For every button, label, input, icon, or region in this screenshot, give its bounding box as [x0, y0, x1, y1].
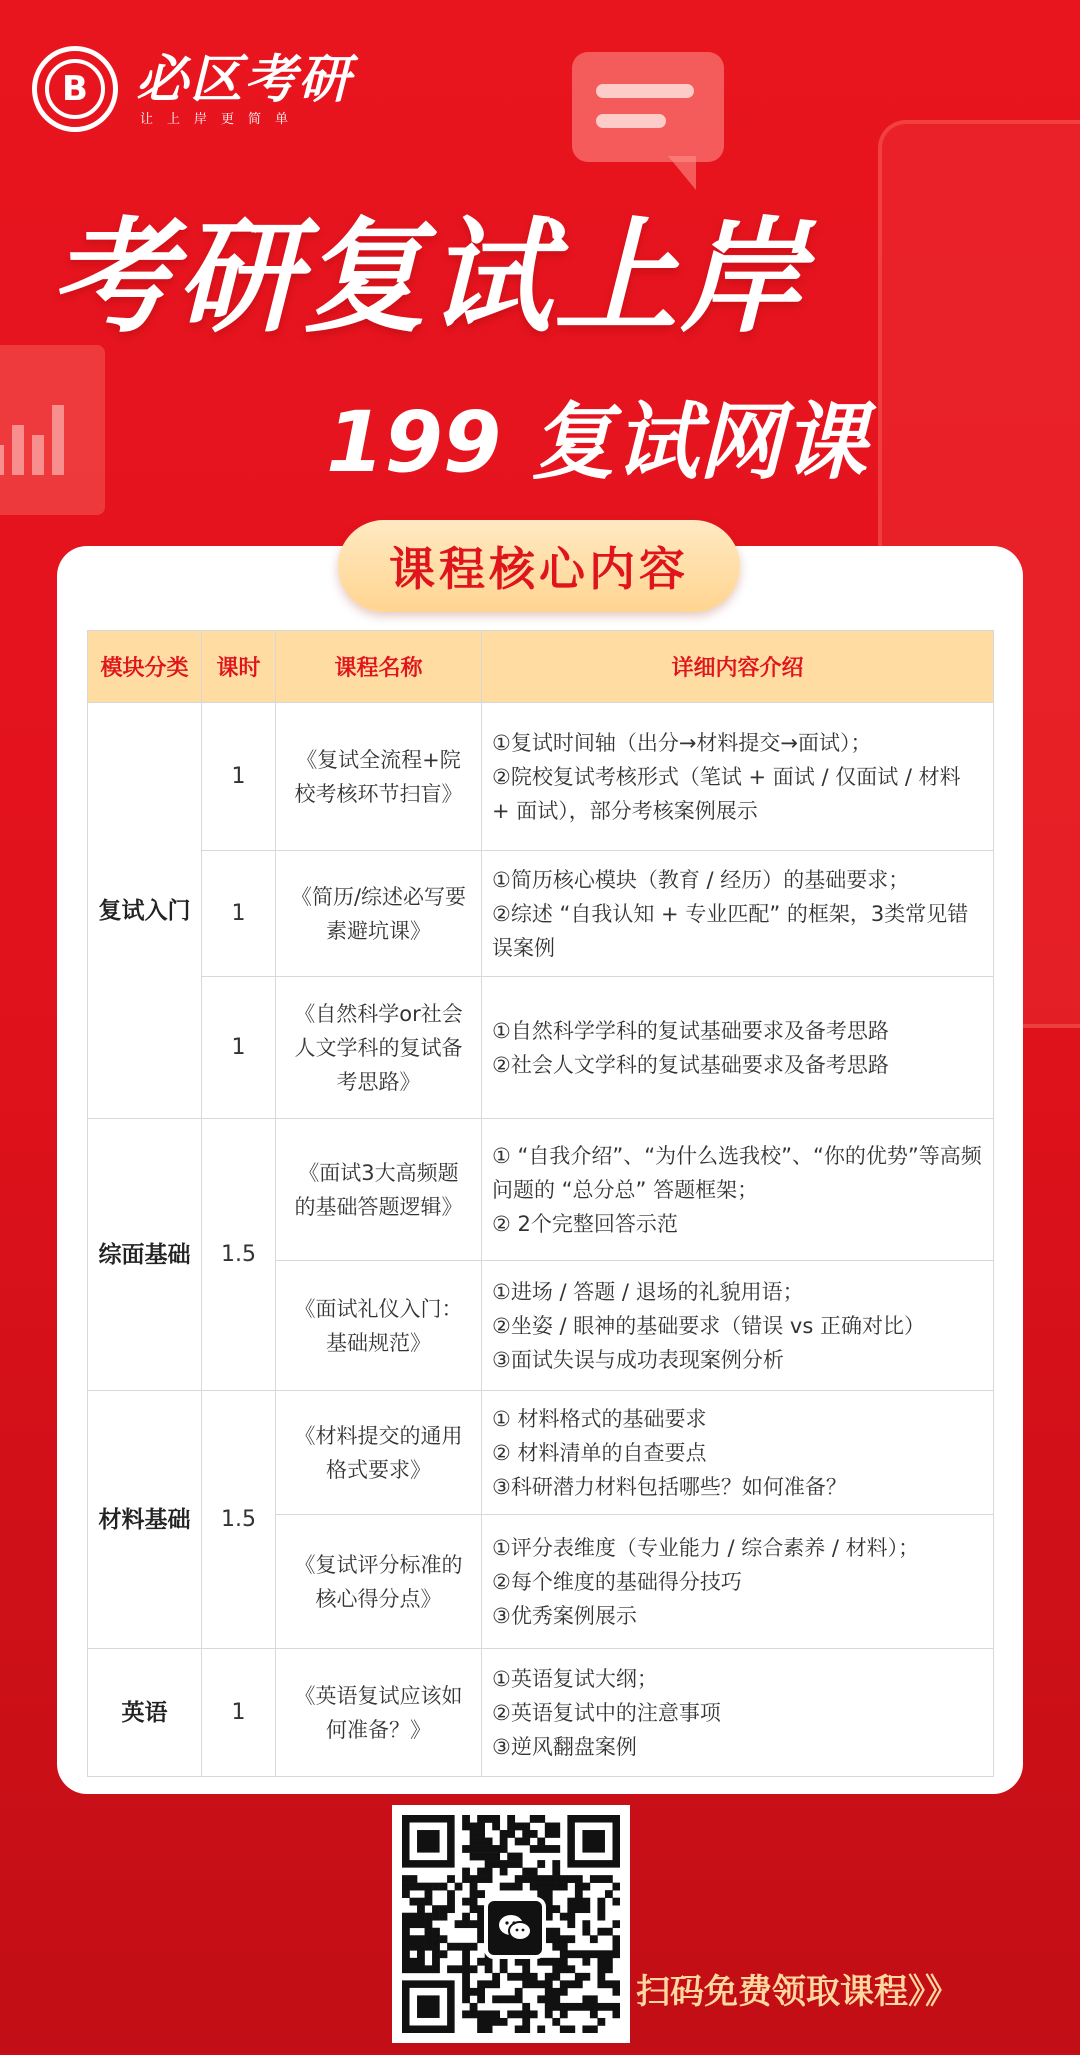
- brand-name: 必区考研: [136, 50, 353, 110]
- details-cell: [482, 1261, 994, 1391]
- module-cell: 材料基础: [88, 1391, 202, 1649]
- detail-line: ①英语复试大纲；: [492, 1666, 658, 1691]
- table-row: [88, 977, 994, 1119]
- hours-cell: 1: [202, 851, 276, 977]
- detail-line: ② 材料清单的自查要点: [492, 1440, 707, 1465]
- decorative-line: [596, 84, 694, 98]
- details-cell: [482, 703, 994, 851]
- chat-bubble-icon: [572, 52, 724, 162]
- wechat-icon: [484, 1897, 546, 1959]
- detail-line: ①简历核心模块（教育 / 经历）的基础要求；: [492, 867, 910, 892]
- course-name-cell: 《复试全流程+院校考核环节扫盲》: [276, 703, 482, 851]
- subheadline: 199 复试网课: [326, 393, 867, 491]
- detail-line: ②坐姿 / 眼神的基础要求（错误 vs 正确对比）: [492, 1313, 925, 1338]
- table-row: [88, 703, 994, 851]
- course-name-cell: 《材料提交的通用格式要求》: [276, 1391, 482, 1515]
- detail-line: ②每个维度的基础得分技巧: [492, 1569, 742, 1594]
- detail-line: ③面试失误与成功表现案例分析: [492, 1347, 784, 1372]
- table-row: [88, 1649, 994, 1777]
- course-name-cell: 《简历/综述必写要素避坑课》: [276, 851, 482, 977]
- detail-line: ②英语复试中的注意事项: [492, 1700, 721, 1725]
- detail-line: ①进场 / 答题 / 退场的礼貌用语；: [492, 1279, 804, 1304]
- brand-logo-letter: B: [45, 59, 105, 119]
- course-name-cell: 《自然科学or社会人文学科的复试备考思路》: [276, 977, 482, 1119]
- course-name-cell: 《英语复试应该如何准备？》: [276, 1649, 482, 1777]
- brand-logo: [32, 46, 118, 132]
- module-cell: 英语: [88, 1649, 202, 1777]
- details-cell: [482, 1391, 994, 1515]
- brand-slogan: 让上岸更简单: [140, 112, 303, 127]
- hours-cell: 1: [202, 703, 276, 851]
- course-name-cell: 《复试评分标准的核心得分点》: [276, 1515, 482, 1649]
- detail-line: ②院校复试考核形式（笔试 + 面试 / 仅面试 / 材料 + 面试），部分考核案例展示: [492, 764, 961, 823]
- qr-code-icon[interactable]: [392, 1805, 630, 2043]
- detail-line: ①复试时间轴（出分→材料提交→面试）；: [492, 730, 872, 755]
- cta-text[interactable]: 扫码免费领取课程》》: [636, 1972, 959, 2012]
- details-cell: [482, 1515, 994, 1649]
- table-header-row: [88, 631, 994, 703]
- hours-cell: 1: [202, 1649, 276, 1777]
- header-course-name: 课程名称: [276, 631, 482, 703]
- detail-line: ③逆风翻盘案例: [492, 1734, 637, 1759]
- details-cell: [482, 1119, 994, 1261]
- detail-line: ① “自我介绍”、“为什么选我校”、“你的优势”等高频问题的 “总分总” 答题框架；: [492, 1143, 982, 1202]
- detail-line: ①评分表维度（专业能力 / 综合素养 / 材料）；: [492, 1535, 920, 1560]
- details-cell: [482, 977, 994, 1119]
- detail-line: ③优秀案例展示: [492, 1603, 637, 1628]
- table-row: [88, 1391, 994, 1515]
- detail-line: ②综述 “自我认知 + 专业匹配” 的框架，3类常见错误案例: [492, 901, 969, 960]
- detail-line: ② 2个完整回答示范: [492, 1211, 678, 1236]
- hours-cell: 1.5: [202, 1119, 276, 1391]
- section-title: 课程核心内容: [338, 520, 740, 612]
- header-details: 详细内容介绍: [482, 631, 994, 703]
- header-module: 模块分类: [88, 631, 202, 703]
- table-row: [88, 1119, 994, 1261]
- detail-line: ②社会人文学科的复试基础要求及备考思路: [492, 1052, 889, 1077]
- module-cell: 复试入门: [88, 703, 202, 1119]
- headline: 考研复试上岸: [50, 206, 807, 350]
- course-name-cell: 《面试礼仪入门：基础规范》: [276, 1261, 482, 1391]
- details-cell: [482, 1649, 994, 1777]
- detail-line: ①自然科学学科的复试基础要求及备考思路: [492, 1018, 889, 1043]
- detail-line: ③科研潜力材料包括哪些？如何准备？: [492, 1474, 847, 1499]
- detail-line: ① 材料格式的基础要求: [492, 1406, 707, 1431]
- details-cell: [482, 851, 994, 977]
- module-cell: 综面基础: [88, 1119, 202, 1391]
- hours-cell: 1.5: [202, 1391, 276, 1649]
- course-table: [87, 630, 994, 1777]
- decorative-line: [596, 114, 666, 128]
- table-row: [88, 851, 994, 977]
- bar-chart-icon: [0, 345, 105, 515]
- header-hours: 课时: [202, 631, 276, 703]
- hours-cell: 1: [202, 977, 276, 1119]
- course-name-cell: 《面试3大高频题的基础答题逻辑》: [276, 1119, 482, 1261]
